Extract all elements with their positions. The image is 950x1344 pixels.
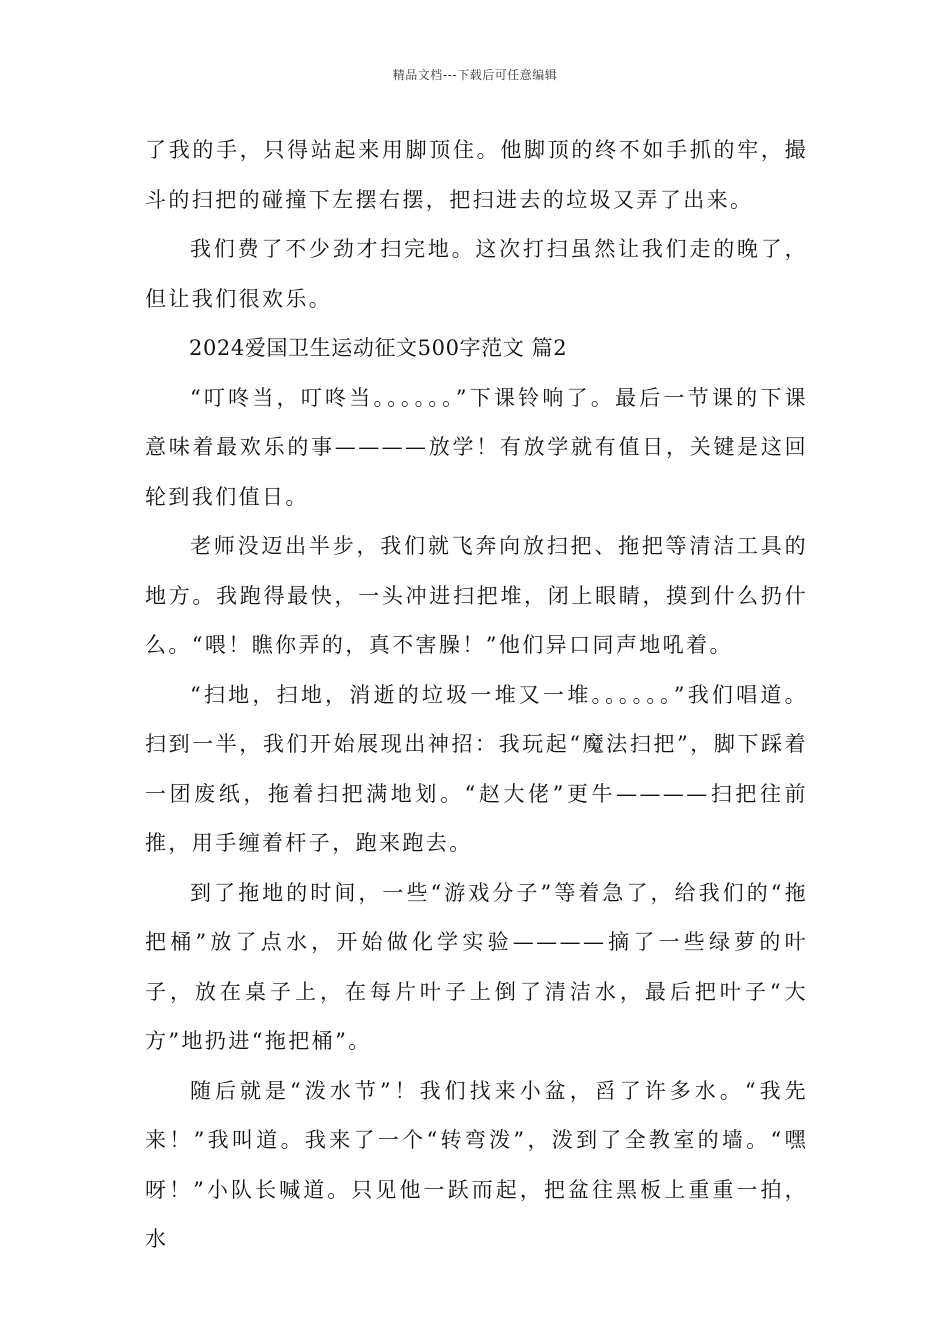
paragraph: “叮咚当，叮咚当。。。。。。”下课铃响了。最后一节课的下课意味着最欢乐的事————放学！有放学就有值日，关键是这回轮到我们值日。 bbox=[145, 385, 808, 509]
paragraph: 老师没迈出半步，我们就飞奔向放扫把、拖把等清洁工具的地方。我跑得最快，一头冲进扫把堆，闭上眼睛，摸到什么扔什么。“喂！瞧你弄的，真不害臊！”他们异口同声地吼着。 bbox=[145, 534, 808, 657]
paragraph: 我们费了不少劲才扫完地。这次打扫虽然让我们走的晚了，但让我们很欢乐。 bbox=[145, 237, 808, 311]
page-header: 精品文档---下载后可任意编辑 bbox=[392, 68, 558, 82]
paragraph: 到了拖地的时间，一些“游戏分子”等着急了，给我们的“拖把桶”放了点水，开始做化学实验————摘了一些绿萝的叶子，放在桌子上，在每片叶子上倒了清洁水，最后把叶子“大方”地扔进“拖把桶”。 bbox=[145, 880, 808, 1053]
paragraph: 随后就是“泼水节”！我们找来小盆，舀了许多水。“我先来！”我叫道。我来了一个“转弯泼”，泼到了全教室的墙。“嘿呀！”小队长喊道。只见他一跃而起，把盆往黑板上重重一拍，水 bbox=[145, 1078, 808, 1251]
section-heading: 2024爱国卫生运动征文500字范文 篇2 bbox=[189, 336, 568, 360]
paragraph-continuation: 了我的手，只得站起来用脚顶住。他脚顶的终不如手抓的牢，撮斗的扫把的碰撞下左摆右摆，把扫进去的垃圾又弄了出来。 bbox=[145, 138, 808, 212]
document-body bbox=[145, 126, 808, 1265]
paragraph: “扫地，扫地，消逝的垃圾一堆又一堆。。。。。。”我们唱道。扫到一半，我们开始展现出神招：我玩起“魔法扫把”，脚下踩着一团废纸，拖着扫把满地划。“赵大佬”更牛————扫把往前推，用手缠着杆子，跑来跑去。 bbox=[145, 682, 808, 855]
